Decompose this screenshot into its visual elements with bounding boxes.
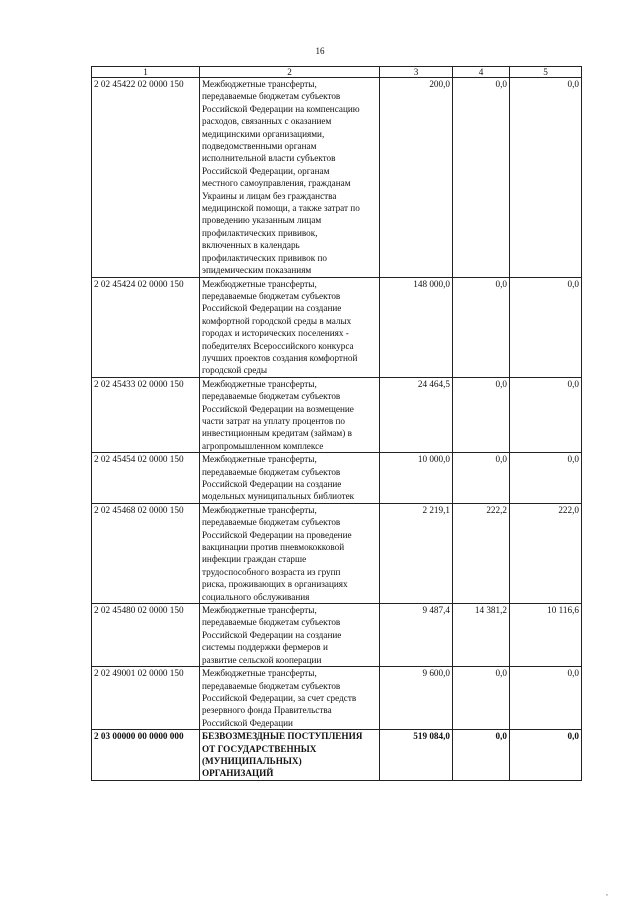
description-line: развитие сельской кооперации — [202, 654, 322, 665]
description-line: Российской Федерации на возмещение — [202, 403, 354, 414]
description-line: агропромышленном комплексе — [202, 440, 324, 451]
description-line: передаваемые бюджетам субъектов — [202, 517, 341, 528]
corner-mark: , — [606, 888, 608, 897]
amount-v4: 222,2 — [453, 503, 510, 603]
description-line: Российской Федерации на создание — [202, 303, 342, 314]
table-body — [92, 78, 582, 781]
description-line: профилактических прививок по — [202, 252, 328, 263]
amount-v4: 0,0 — [453, 277, 510, 377]
amount-v3: 24 464,5 — [380, 377, 453, 452]
amount-v4: 0,0 — [453, 667, 510, 730]
description-line: городах и исторических поселениях - — [202, 328, 349, 339]
amount-v5: 10 116,6 — [510, 604, 582, 667]
description-line: Межбюджетные трансферты, — [202, 605, 317, 616]
amount-v3: 9 600,0 — [380, 667, 453, 730]
revenue-description — [200, 604, 380, 667]
description-line: лучших проектов создания комфортной — [202, 352, 358, 363]
amount-v4: 0,0 — [453, 377, 510, 452]
table-row — [92, 78, 582, 278]
revenue-description — [200, 667, 380, 730]
revenue-description — [200, 730, 380, 781]
revenue-description — [200, 78, 380, 278]
classification-code: 2 02 45468 02 0000 150 — [92, 503, 200, 603]
amount-v4: 0,0 — [453, 78, 510, 278]
description-line: Российской Федерации на создание — [202, 629, 342, 640]
description-line: передаваемые бюджетам субъектов — [202, 290, 341, 301]
description-line: ОРГАНИЗАЦИЙ — [202, 768, 274, 779]
description-line: расходов, связанных с оказанием — [202, 116, 332, 127]
description-line: передаваемые бюджетам субъектов — [202, 91, 341, 102]
table-row — [92, 277, 582, 377]
description-line: части затрат на уплату процентов по — [202, 415, 346, 426]
description-line: Межбюджетные трансферты, — [202, 278, 317, 289]
budget-table — [91, 66, 582, 781]
description-line: проведению указанным лицам — [202, 215, 322, 226]
description-line: передаваемые бюджетам субъектов — [202, 617, 341, 628]
amount-v5: 222,0 — [510, 503, 582, 603]
amount-v3: 519 084,0 — [380, 730, 453, 781]
description-line: городской среды — [202, 365, 268, 376]
amount-v3: 148 000,0 — [380, 277, 453, 377]
header-row — [92, 67, 582, 78]
amount-v4: 0,0 — [453, 730, 510, 781]
description-line: Российской Федерации на проведение — [202, 529, 352, 540]
revenue-description — [200, 277, 380, 377]
amount-v3: 9 487,4 — [380, 604, 453, 667]
revenue-description — [200, 503, 380, 603]
table-row — [92, 503, 582, 603]
description-line: Российской Федерации — [202, 717, 293, 728]
description-line: исполнительной власти субъектов — [202, 153, 336, 164]
column-header: 1 — [92, 67, 200, 78]
amount-v5: 0,0 — [510, 377, 582, 452]
description-line: риска, проживающих в организациях — [202, 579, 348, 590]
description-line: профилактических прививок, — [202, 227, 318, 238]
amount-v3: 200,0 — [380, 78, 453, 278]
description-line: медицинскими организациями, — [202, 128, 325, 139]
classification-code: 2 02 45480 02 0000 150 — [92, 604, 200, 667]
description-line: включенных в календарь — [202, 240, 300, 251]
description-line: Межбюджетные трансферты, — [202, 378, 317, 389]
amount-v5: 0,0 — [510, 667, 582, 730]
description-line: модельных муниципальных библиотек — [202, 491, 355, 502]
table-row — [92, 730, 582, 781]
description-line: победителях Всероссийского конкурса — [202, 340, 354, 351]
description-line: передаваемые бюджетам субъектов — [202, 391, 341, 402]
description-line: инфекции граждан старше — [202, 554, 307, 565]
amount-v5: 0,0 — [510, 78, 582, 278]
table-row — [92, 453, 582, 504]
description-line: передаваемые бюджетам субъектов — [202, 680, 341, 691]
description-line: Российской Федерации на компенсацию — [202, 103, 360, 114]
description-line: системы поддержки фермеров и — [202, 642, 328, 653]
table-row — [92, 604, 582, 667]
amount-v5: 0,0 — [510, 453, 582, 504]
classification-code: 2 02 45424 02 0000 150 — [92, 277, 200, 377]
amount-v4: 14 381,2 — [453, 604, 510, 667]
table-row — [92, 667, 582, 730]
column-header: 4 — [453, 67, 510, 78]
amount-v5: 0,0 — [510, 730, 582, 781]
description-line: комфортной городской среды в малых — [202, 315, 352, 326]
description-line: подведомственными органам — [202, 141, 317, 152]
revenue-description — [200, 377, 380, 452]
description-line: передаваемые бюджетам субъектов — [202, 466, 341, 477]
column-header: 2 — [200, 67, 380, 78]
description-line: Российской Федерации на создание — [202, 479, 342, 489]
amount-v4: 0,0 — [453, 453, 510, 504]
description-line: Российской Федерации, органам — [202, 165, 330, 176]
classification-code: 2 02 49001 02 0000 150 — [92, 667, 200, 730]
description-line: Межбюджетные трансферты, — [202, 504, 317, 515]
description-line: вакцинации против пневмококковой — [202, 542, 345, 553]
page-number: 16 — [315, 46, 325, 56]
classification-code: 2 02 45454 02 0000 150 — [92, 453, 200, 504]
description-line: Межбюджетные трансферты, — [202, 79, 317, 89]
amount-v3: 10 000,0 — [380, 453, 453, 504]
description-line: Межбюджетные трансферты, — [202, 668, 317, 679]
description-line: социального обслуживания — [202, 591, 310, 602]
description-line: БЕЗВОЗМЕЗДНЫЕ ПОСТУПЛЕНИЯ — [202, 731, 363, 742]
description-line: Украины и лицам без гражданства — [202, 190, 337, 201]
classification-code: 2 02 45422 02 0000 150 — [92, 78, 200, 278]
column-header: 3 — [380, 67, 453, 78]
classification-code: 2 02 45433 02 0000 150 — [92, 377, 200, 452]
description-line: местного самоуправления, гражданам — [202, 178, 351, 189]
table-row — [92, 377, 582, 452]
classification-code: 2 03 00000 00 0000 000 — [92, 730, 200, 781]
description-line: инвестиционным кредитам (займам) в — [202, 428, 352, 439]
description-line: (МУНИЦИПАЛЬНЫХ) — [202, 755, 302, 766]
description-line: трудоспособного возраста из групп — [202, 566, 341, 577]
description-line: Межбюджетные трансферты, — [202, 454, 317, 465]
revenue-description — [200, 453, 380, 504]
description-line: Российской Федерации, за счет средств — [202, 692, 357, 703]
column-header: 5 — [510, 67, 582, 78]
amount-v3: 2 219,1 — [380, 503, 453, 603]
amount-v5: 0,0 — [510, 277, 582, 377]
description-line: эпидемическим показаниям — [202, 265, 312, 276]
description-line: резервного фонда Правительства — [202, 705, 332, 716]
description-line: медицинской помощи, а также затрат по — [202, 203, 360, 214]
description-line: ОТ ГОСУДАРСТВЕННЫХ — [202, 743, 317, 754]
